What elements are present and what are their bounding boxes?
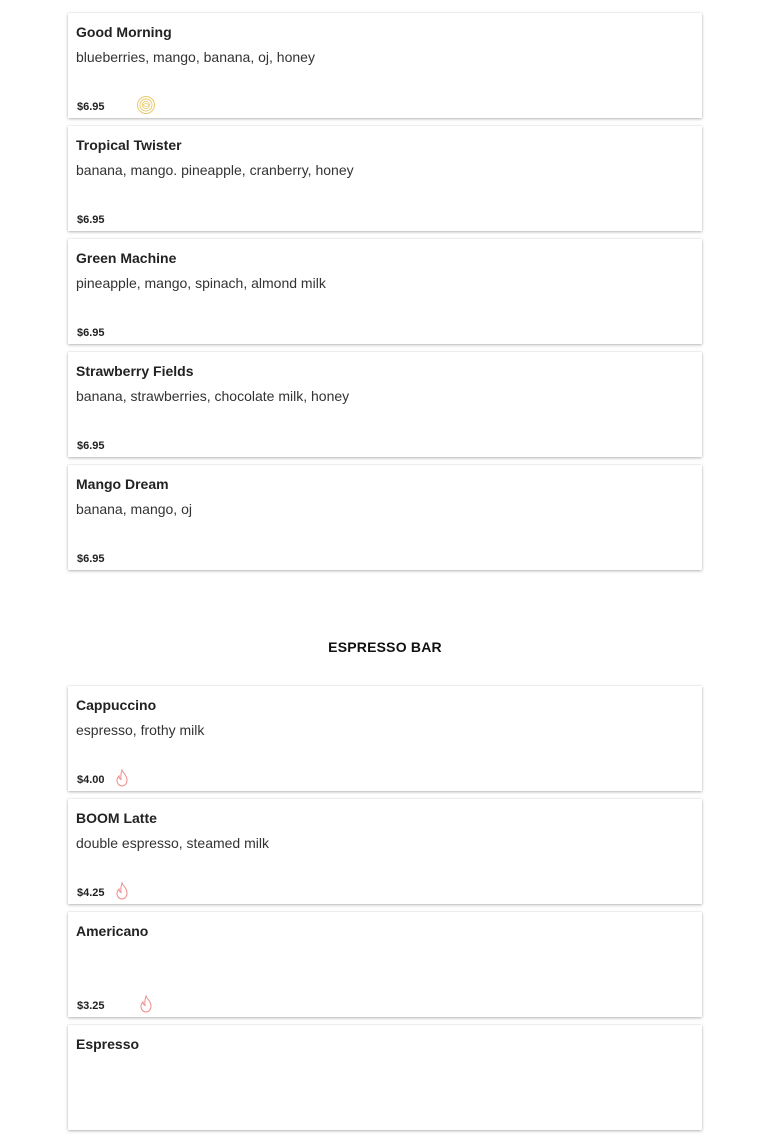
item-description: pineapple, mango, spinach, almond milk (76, 275, 326, 291)
flame-icon (112, 768, 132, 788)
item-description: espresso, frothy milk (76, 722, 205, 738)
item-description: banana, strawberries, chocolate milk, honey (76, 388, 350, 404)
item-name: BOOM Latte (76, 810, 157, 826)
menu-item-card[interactable] (68, 1025, 702, 1130)
menu-item-card[interactable] (68, 13, 702, 118)
item-name: Good Morning (76, 24, 172, 40)
item-price: $6.95 (77, 327, 105, 339)
item-name: Cappuccino (76, 697, 157, 713)
section-spacer (68, 578, 702, 637)
item-price: $6.95 (77, 440, 105, 452)
item-description: double espresso, steamed milk (76, 835, 269, 851)
item-name: Espresso (76, 1036, 140, 1052)
item-name: Green Machine (76, 250, 177, 266)
item-description: banana, mango, oj (76, 501, 192, 517)
item-price: $6.95 (77, 214, 105, 226)
item-name: Mango Dream (76, 476, 169, 492)
item-name: Strawberry Fields (76, 363, 194, 379)
section-title: ESPRESSO BAR (328, 639, 442, 655)
item-price: $3.25 (77, 1000, 105, 1012)
flame-icon (112, 881, 132, 901)
section-spacer (68, 657, 702, 686)
seal-icon (136, 95, 156, 115)
menu-item-card[interactable] (68, 686, 702, 791)
menu-item-card[interactable] (68, 912, 702, 1017)
menu-item-card[interactable] (68, 352, 702, 457)
item-price: $4.25 (77, 887, 105, 899)
item-price: $6.95 (77, 553, 105, 565)
item-description: blueberries, mango, banana, oj, honey (76, 49, 315, 65)
flame-icon (136, 994, 156, 1014)
menu-item-card[interactable] (68, 465, 702, 570)
menu-item-card[interactable] (68, 239, 702, 344)
item-name: Americano (76, 923, 149, 939)
menu-item-card[interactable] (68, 799, 702, 904)
item-name: Tropical Twister (76, 137, 182, 153)
item-description: banana, mango. pineapple, cranberry, honey (76, 162, 354, 178)
menu-item-card[interactable] (68, 126, 702, 231)
item-price: $6.95 (77, 101, 105, 113)
item-price: $4.00 (77, 774, 105, 786)
menu (68, 13, 702, 1138)
